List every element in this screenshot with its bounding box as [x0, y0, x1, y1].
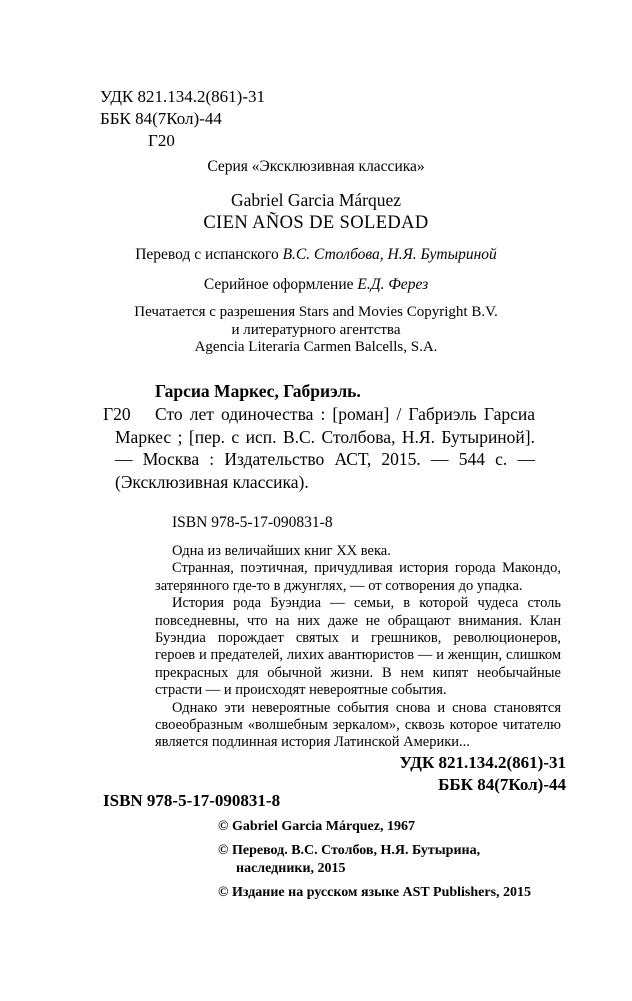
permission-block — [0, 304, 632, 357]
permission-line-1: Печатается с разрешения Stars and Movies Copyright B.V. — [134, 304, 498, 320]
udk-code-bottom: УДК 821.134.2(861)-31 — [399, 753, 566, 772]
original-title: CIEN AÑOS DE SOLEDAD — [203, 213, 429, 233]
author-sign-catalog: Г20 — [103, 404, 131, 424]
translation-line — [0, 246, 632, 264]
author-sign-top: Г20 — [148, 131, 175, 150]
copyright-entry: © Издание на русском языке AST Publishers, 2015 — [218, 884, 532, 900]
catalog-entry-text: Сто лет одиночества : [роман] / Габриэль Гарсиа Маркес ; [пер. с исп. В.С. Столбова, Н.Я. Бутыриной]. — Москва : Издательство АСТ, 2015. — 544 с. — (Эксклюзивная классика). — [115, 404, 535, 492]
copyright-block — [218, 818, 560, 907]
annotation-paragraph: История рода Буэндиа — семьи, в которой чудеса столь повседневны, что на них даже не обращают внимания. Клан Буэндиа порождает святых и грешников, революционеров, героев и предателей, лихих авантюристов — и женщин, слишком прекрасных для обычной жизни. В нем кипят необычайные страсти — и происходят невероятные события. — [155, 595, 561, 699]
annotation-paragraph: Странная, поэтичная, причудливая история города Макондо, затерянного где-то в джунглях, — от сотворения до упадка. — [155, 560, 561, 594]
copyright-entry: © Перевод. В.С. Столбов, Н.Я. Бутырина, наследники, 2015 — [218, 842, 481, 876]
bibliographic-codes-top — [100, 86, 265, 152]
series-line: Серия «Эксклюзивная классика» — [207, 158, 425, 175]
catalog-entry-block — [103, 403, 535, 493]
annotation-block — [155, 543, 561, 752]
permission-line-3: Agencia Literaria Carmen Balcells, S.A. — [194, 339, 438, 355]
designer-name: Е.Д. Ферез — [357, 276, 429, 293]
design-line — [0, 276, 632, 294]
design-prefix: Серийное оформление — [203, 276, 354, 293]
isbn-number-bold: ISBN 978-5-17-090831-8 — [103, 791, 281, 810]
bbk-code-top: ББК 84(7Кол)-44 — [100, 109, 222, 128]
udk-code-top: УДК 821.134.2(861)-31 — [100, 87, 265, 106]
annotation-paragraph: Одна из величайших книг XX века. — [172, 543, 391, 559]
annotation-paragraph: Однако эти невероятные события снова и снова становятся своеобразным «волшебным зеркалом», сквозь которое читателю является подлинная история Латинской Америки... — [155, 699, 561, 751]
isbn-number: ISBN 978-5-17-090831-8 — [172, 514, 333, 531]
bibliographic-codes-bottom — [399, 752, 566, 795]
permission-line-2: и литературного агентства — [231, 321, 401, 338]
translators-names: В.С. Столбова, Н.Я. Бутыриной — [282, 246, 497, 263]
bbk-code-bottom: ББК 84(7Кол)-44 — [438, 774, 566, 794]
copyright-entry: © Gabriel Garcia Márquez, 1967 — [218, 819, 415, 834]
author-name: Gabriel Garcia Márquez — [230, 190, 402, 210]
catalog-author: Гарсиа Маркес, Габриэль. — [155, 381, 361, 401]
translation-prefix: Перевод с испанского — [135, 246, 279, 263]
